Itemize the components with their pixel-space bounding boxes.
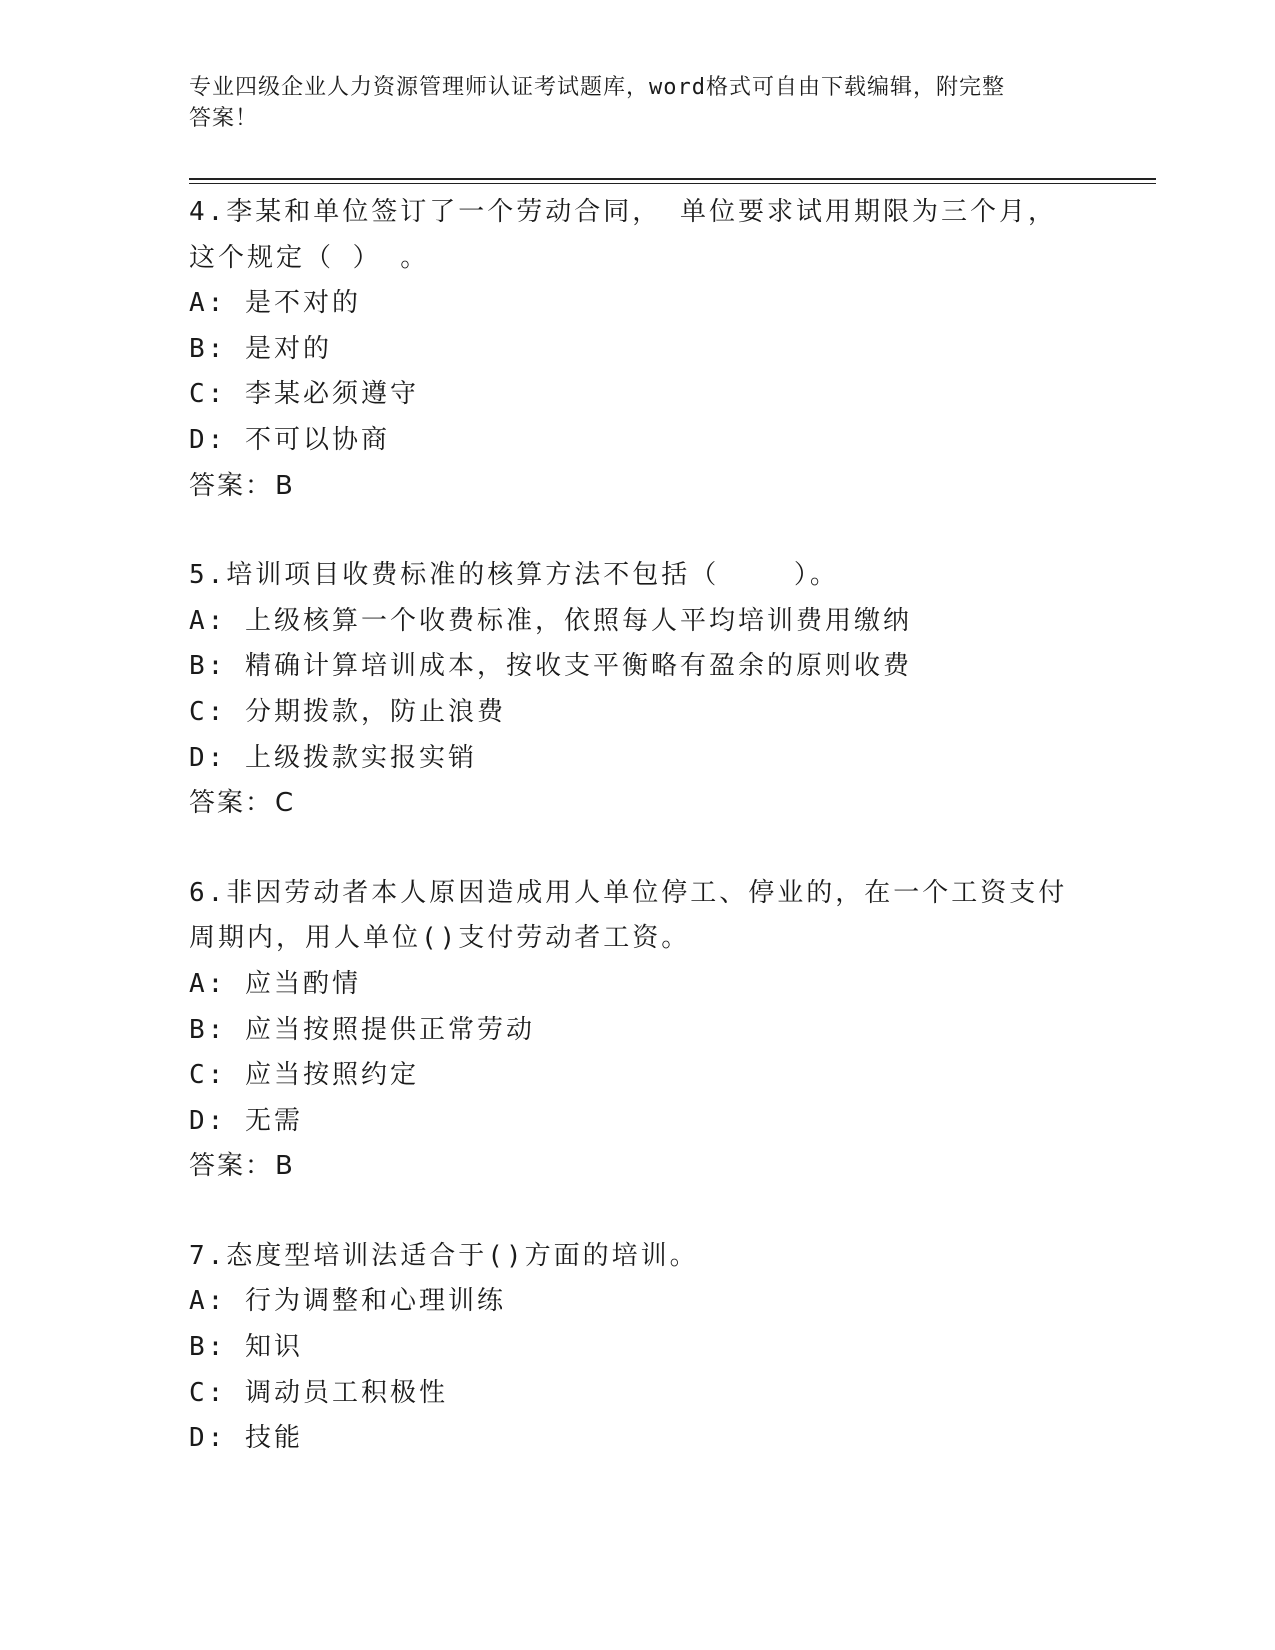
question-stem: 7.态度型培训法适合于()方面的培训。 [189, 1240, 699, 1271]
document-header [189, 72, 1069, 134]
answer-value: B [275, 1151, 295, 1182]
question-stem-continued: 这个规定（ ） 。 [189, 242, 430, 273]
option-c: C: 应当按照约定 [189, 1060, 419, 1091]
option-c: C: 分期拨款，防止浪费 [189, 696, 506, 727]
option-d: D: 无需 [189, 1105, 303, 1136]
question-item [189, 190, 1129, 509]
answer-line [189, 464, 1129, 510]
option-c: C: 李某必须遵守 [189, 379, 419, 410]
question-item [189, 871, 1129, 1190]
option-c: C: 调动员工积极性 [189, 1377, 448, 1408]
answer-label: 答案： [189, 1151, 274, 1182]
question-item [189, 553, 1129, 827]
header-line-2: 答案！ [189, 106, 259, 131]
option-a: A: 是不对的 [189, 288, 361, 319]
question-list [189, 190, 1129, 1462]
option-d: D: 不可以协商 [189, 424, 390, 455]
option-b: B: 是对的 [189, 333, 332, 364]
option-a: A: 上级核算一个收费标准，依照每人平均培训费用缴纳 [189, 605, 912, 636]
question-stem: 5.培训项目收费标准的核算方法不包括（ ）。 [189, 560, 839, 591]
question-stem: 6.非因劳动者本人原因造成用人单位停工、停业的，在一个工资支付 [189, 877, 1068, 908]
question-item [189, 1234, 1129, 1462]
option-b: B: 知识 [189, 1332, 303, 1363]
option-a: A: 应当酌情 [189, 968, 361, 999]
header-divider-thin [189, 183, 1156, 184]
answer-line [189, 781, 1129, 827]
header-line-1: 专业四级企业人力资源管理师认证考试题库，word格式可自由下载编辑，附完整 [189, 75, 1005, 100]
header-divider-thick [189, 178, 1156, 180]
answer-value: B [275, 470, 295, 501]
option-d: D: 技能 [189, 1423, 303, 1454]
question-stem-continued: 周期内，用人单位()支付劳动者工资。 [189, 923, 691, 954]
question-stem: 4.李某和单位签订了一个劳动合同， 单位要求试用期限为三个月， [189, 197, 1057, 227]
option-b: B: 精确计算培训成本，按收支平衡略有盈余的原则收费 [189, 651, 912, 682]
answer-label: 答案： [189, 470, 274, 501]
answer-label: 答案： [189, 788, 274, 819]
answer-line [189, 1144, 1129, 1190]
option-d: D: 上级拨款实报实销 [189, 742, 477, 773]
option-a: A: 行为调整和心理训练 [189, 1286, 506, 1317]
answer-value: C [275, 788, 296, 819]
option-b: B: 应当按照提供正常劳动 [189, 1014, 535, 1045]
